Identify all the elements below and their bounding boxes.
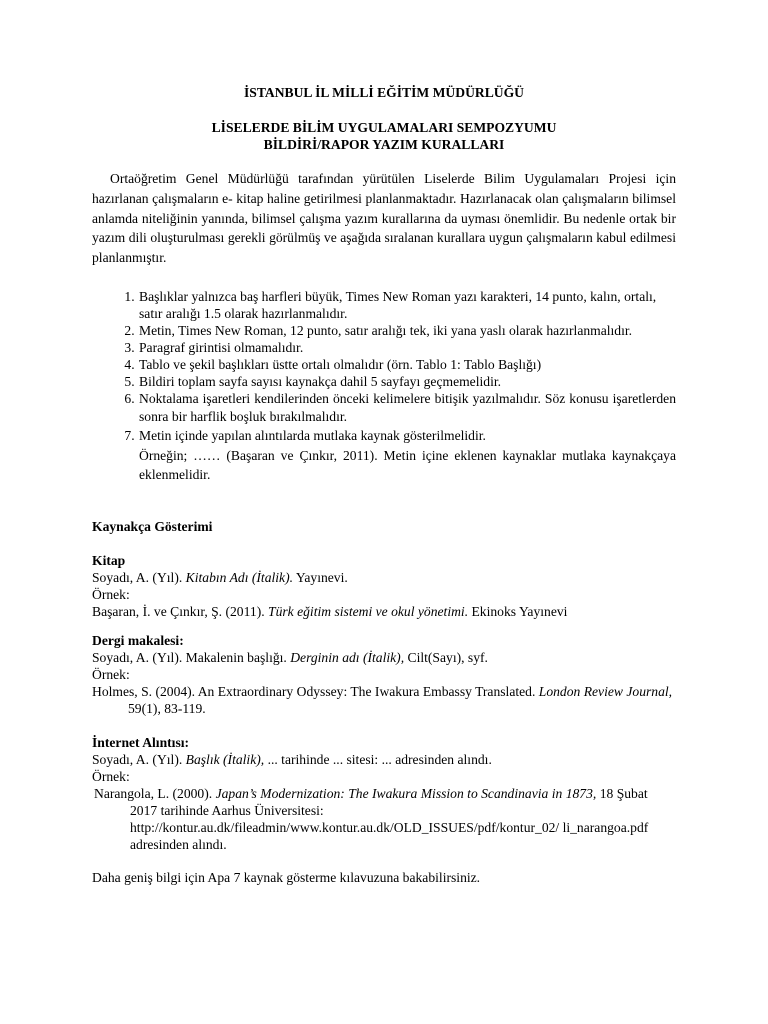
rule-item: 4. Tablo ve şekil başlıkları üstte ortalı olmalıdır (örn. Tablo 1: Tablo Başlığı) [138, 356, 676, 373]
book-format-author: Soyadı, A. (Yıl). [92, 569, 186, 585]
internet-example [92, 785, 676, 853]
book-example-title: Türk eğitim sistemi ve okul yönetimi. [268, 603, 469, 619]
document-title: İSTANBUL İL MİLLİ EĞİTİM MÜDÜRLÜĞÜ [244, 85, 524, 100]
internet-reference-section [92, 734, 676, 853]
book-example [92, 603, 676, 620]
rules-list [92, 288, 676, 485]
journal-heading: Dergi makalesi: [92, 632, 184, 648]
rule-item [138, 427, 676, 485]
document-page [92, 84, 676, 886]
rule-item: 3. Paragraf girintisi olmamalıdır. [138, 339, 676, 356]
footer-note: Daha geniş bilgi için Apa 7 kaynak gösterme kılavuzuna bakabilirsiniz. [92, 869, 481, 885]
internet-heading: İnternet Alıntısı: [92, 734, 190, 750]
rule-item: 1. Başlıklar yalnızca baş harfleri büyük, Times New Roman yazı karakteri, 14 punto, kalın, ortalı, satır aralığı 1.5 olarak hazırlanmalıdır. [138, 288, 676, 322]
book-example-label: Örnek: [92, 586, 130, 602]
rule-item: 2. Metin, Times New Roman, 12 punto, satır aralığı tek, iki yana yaslı olarak hazırlanmalıdır. [138, 322, 676, 339]
journal-example-volume: 59(1), 83-119. [128, 700, 206, 716]
book-format-publisher: Yayınevi. [293, 569, 348, 585]
journal-example [92, 683, 676, 717]
rule-example: Örneğin; …… (Başaran ve Çınkır, 2011). Metin içine eklenen kaynaklar mutlaka kaynakçaya eklenmelidir. [139, 447, 676, 483]
internet-example-source: 18 Şubat 2017 tarihinde Aarhus Üniversitesi: http://kontur.au.dk/fileadmin/www.kontur.au.dk/OLD_ISSUES/pdf/kontur_02/ li_narangoa.pdf adresinden alındı. [130, 785, 649, 852]
book-reference-section [92, 552, 676, 620]
internet-format-author: Soyadı, A. (Yıl). [92, 751, 186, 767]
symposium-title: LİSELERDE BİLİM UYGULAMALARI SEMPOZYUMU [211, 120, 557, 135]
rule-item: 5. Bildiri toplam sayfa sayısı kaynakça dahil 5 sayfayı geçmemelidir. [138, 373, 676, 390]
internet-example-label: Örnek: [92, 768, 130, 784]
book-example-publisher: Ekinoks Yayınevi [468, 603, 568, 619]
journal-example-label: Örnek: [92, 666, 130, 682]
book-heading: Kitap [92, 552, 126, 568]
journal-format-name: Derginin adı (İtalik), [290, 649, 405, 665]
guidelines-title: BİLDİRİ/RAPOR YAZIM KURALLARI [263, 137, 505, 152]
internet-format-source: ... tarihinde ... sitesi: ... adresinden alındı. [264, 751, 492, 767]
journal-format-author: Soyadı, A. (Yıl). Makalenin başlığı. [92, 649, 291, 665]
journal-reference-section [92, 632, 676, 717]
rule-text: 7. Metin içinde yapılan alıntılarda mutlaka kaynak gösterilmelidir. [139, 427, 486, 443]
internet-example-title: Japan’s Modernization: The Iwakura Mission to Scandinavia in 1873, [215, 785, 597, 801]
journal-format-volume: Cilt(Sayı), syf. [404, 649, 488, 665]
rule-item: 6. Noktalama işaretleri kendilerinden önceki kelimelere bitişik yazılmalıdır. Söz konusu işaretlerden sonra bir harflik boşluk bırakılmalıdır. [138, 390, 676, 427]
journal-format [92, 649, 676, 666]
journal-example-name: London Review Journal, [538, 683, 673, 699]
book-format [92, 569, 676, 586]
references-heading: Kaynakça Gösterimi [92, 518, 213, 534]
journal-example-author: Holmes, S. (2004). An Extraordinary Odyssey: The Iwakura Embassy Translated. [92, 683, 539, 699]
internet-format-title: Başlık (İtalik), [185, 751, 265, 767]
book-example-author: Başaran, İ. ve Çınkır, Ş. (2011). [92, 603, 269, 619]
internet-example-author: Narangola, L. (2000). [94, 785, 216, 801]
book-format-title: Kitabın Adı (İtalik). [185, 569, 294, 585]
intro-paragraph: Ortaöğretim Genel Müdürlüğü tarafından yürütülen Liselerde Bilim Uygulamaları Projesi için hazırlanan çalışmaların e- kitap haline getirilmesi planlanmaktadır. Hazırlanacak olan çalışmaların bilimsel anlamda niteliğinin yanında, bilimsel çalışma yazım kurallarına da uyması önemlidir. Bu nedenle ortak bir yazım dili oluşturulması gerekli görülmüş ve aşağıda sıralanan kurallara uygun çalışmaların kabul edilmesi planlanmıştır. [92, 171, 676, 266]
internet-format [92, 751, 676, 768]
